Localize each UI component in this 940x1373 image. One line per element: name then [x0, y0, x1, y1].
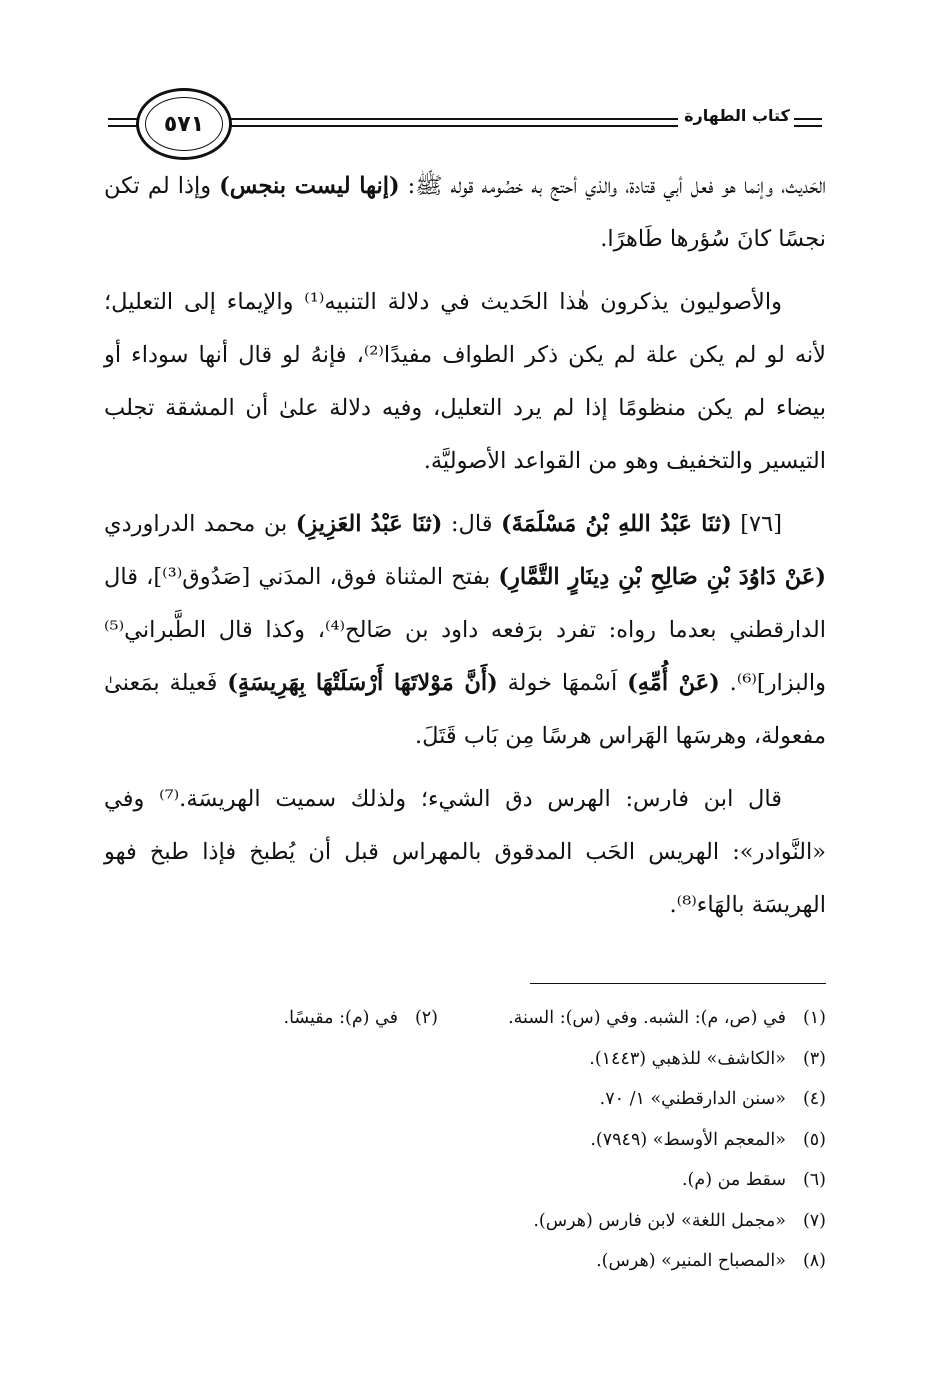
narrator-3: (عَنْ دَاوُدَ بْنِ صَالِحِ بْنِ دِينَارٍ التَّمَّارِ)	[498, 564, 826, 590]
book-title: كتاب الطهارة	[684, 106, 790, 125]
narrator-1: (ثنَا عَبْدُ اللهِ بْنُ مَسْلَمَةَ)	[501, 511, 732, 537]
main-text	[104, 160, 826, 932]
hadith-quote: (إنها ليست بنجس)	[219, 173, 400, 199]
hadith-text: (أَنَّ مَوْلاتَهَا أَرْسَلَتْهَا بِهَرِيسَةٍ)	[227, 670, 498, 696]
footnote-6: (٦)سقط من (م).	[681, 1170, 826, 1190]
page-number: ٥٧١	[163, 111, 205, 137]
footnote-7: (٧)«مجمل اللغة» لابن فارس (هرس).	[533, 1210, 826, 1231]
narrator-2: (ثنَا عَبْدُ العَزِيزِ)	[295, 511, 443, 537]
footnote-1: (١)في (ص، م): الشبه. وفي (س): السنة.	[508, 1008, 826, 1028]
footnote-3: (٣)«الكاشف» للذهبي (١٤٤٣).	[589, 1048, 826, 1069]
header-rule	[794, 125, 822, 127]
footnote-2: (٢)في (م): مقيسًا.	[283, 1008, 438, 1028]
footnote-separator	[530, 983, 826, 984]
header-rule	[228, 118, 678, 120]
footnote-5: (٥)«المعجم الأوسط» (٧٩٤٩).	[590, 1129, 826, 1150]
header-rule	[794, 118, 822, 120]
paragraph-1: الحَديث، وإنما هو فعل أبي قتادة، والذي أحتج به خصُومه قوله ﷺ: (إنها ليست بنجس) وإذا لم تكن نجسًا كانَ سُؤرها طَاهرًا.	[104, 173, 826, 252]
header-rule	[228, 125, 678, 127]
paragraph-3: [٧٦] (ثنَا عَبْدُ اللهِ بْنُ مَسْلَمَةَ) قال: (ثنَا عَبْدُ العَزِيزِ) بن محمد الدراوردي (عَنْ دَاوُدَ بْنِ صَالِحِ بْنِ دِينَارٍ التَّمَّارِ) بفتح المثناة فوق، المدَني [صَدُوق⁽³⁾]، قال الدارقطني بعدما رواه: تفرد برَفعه داود بن صَالح⁽⁴⁾، وكذا قال الطَّبراني⁽⁵⁾ والبزار]⁽⁶⁾. (عَنْ أُمِّهِ) اَسْمهَا خولة (أَنَّ مَوْلاتَهَا أَرْسَلَتْهَا بِهَرِيسَةٍ) فَعيلة بمَعنىٰ مفعولة، وهرسَها الهَراس هرسًا مِن بَاب قَتَلَ.	[104, 511, 826, 749]
page-number-badge	[136, 88, 232, 160]
footnote-8: (٨)«المصباح المنير» (هرس).	[596, 1251, 826, 1271]
paragraph-2: والأصوليون يذكرون هٰذا الحَديث في دلالة التنبيه⁽¹⁾ والإيماء إلى التعليل؛ لأنه لو لم يكن علة لم يكن ذكر الطواف مفيدًا⁽²⁾، فإنهُ لو قال أنها سوداء أو بيضاء لم يكن منظومًا إذا لم يرد التعليل، وفيه دلالة علىٰ أن المشقة تجلب التيسير والتخفيف وهو من القواعد الأصوليَّة.	[104, 289, 826, 474]
narrator-4: (عَنْ أُمِّهِ)	[627, 670, 720, 696]
footnotes	[104, 998, 826, 1282]
footnote-4: (٤)«سنن الدارقطني» ١/ ٧٠.	[599, 1089, 826, 1109]
page-header	[100, 88, 824, 158]
paragraph-4: قال ابن فارس: الهرس دق الشيء؛ ولذلك سميت الهريسَة.⁽⁷⁾ وفي «النَّوادر»: الهريس الحَب المدقوق بالمهراس قبل أن يُطبخ فإذا طبخ فهو الهريسَة بالهَاء⁽⁸⁾.	[104, 786, 827, 918]
